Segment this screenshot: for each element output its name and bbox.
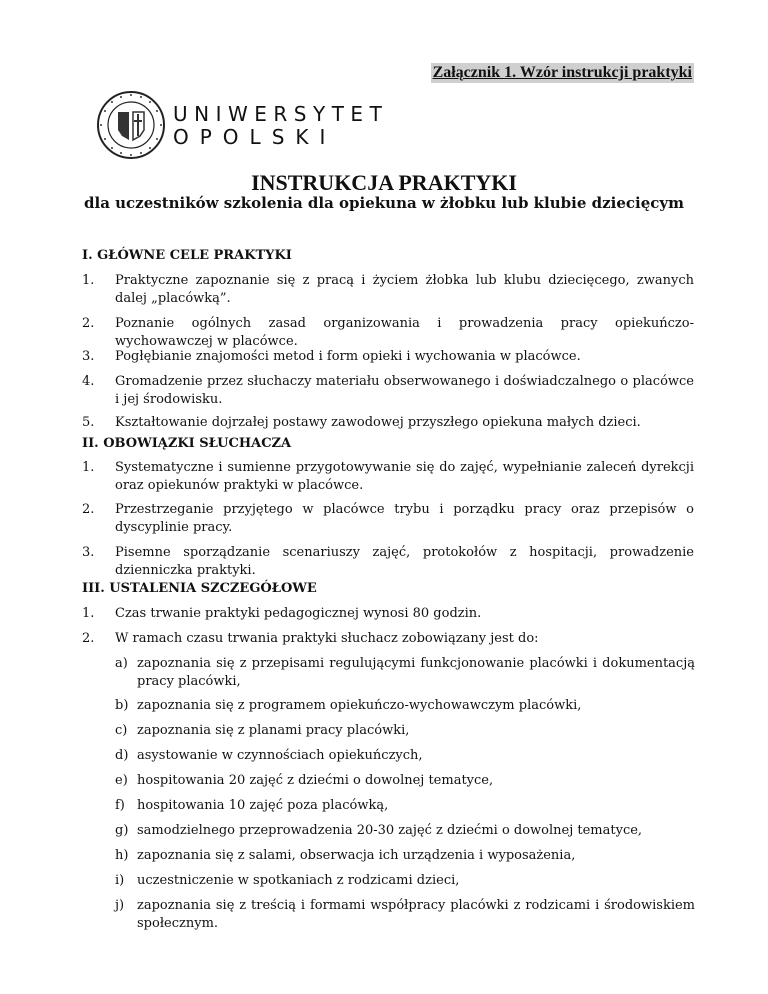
logo-line-2: OPOLSKI: [173, 125, 337, 149]
item-number: 4.: [82, 374, 95, 389]
sub-item-letter: j): [115, 898, 125, 913]
university-seal-icon: [96, 90, 166, 160]
sub-item-letter: d): [115, 748, 129, 763]
sub-item-text: hospitowania 10 zajęć poza placówką,: [137, 798, 389, 813]
document-subtitle: dla uczestników szkolenia dla opiekuna w żłobku lub klubie dziecięcym: [84, 194, 684, 212]
item-text: Przestrzeganie przyjętego w placówce trybu i porządku pracy oraz przepisów o dyscyplinie pracy.: [115, 502, 694, 535]
sub-item-text: zapoznania się z programem opiekuńczo-wychowawczym placówki,: [137, 698, 582, 713]
item-text: Kształtowanie dojrzałej postawy zawodowej przyszłego opiekuna małych dzieci.: [115, 415, 641, 430]
sub-item-text: hospitowania 20 zajęć z dziećmi o dowolnej tematyce,: [137, 773, 494, 788]
section-heading: II. OBOWIĄZKI SŁUCHACZA: [82, 436, 292, 451]
sub-item-text: zapoznania się z salami, obserwacja ich urządzenia i wyposażenia,: [137, 848, 576, 863]
item-number: 2.: [82, 631, 95, 646]
sub-item-letter: a): [115, 656, 128, 671]
item-text: Systematyczne i sumienne przygotowywanie się do zajęć, wypełnianie zaleceń dyrekcji oraz opiekunów praktyki w placówce.: [115, 460, 694, 493]
sub-item-text: zapoznania się z przepisami regulującymi funkcjonowanie placówki i dokumentacją pracy placówki,: [137, 656, 695, 689]
section-heading: I. GŁÓWNE CELE PRAKTYKI: [82, 248, 292, 263]
sub-item-text: uczestniczenie w spotkaniach z rodzicami dzieci,: [137, 873, 460, 888]
sub-item-letter: c): [115, 723, 128, 738]
annex-label: Załącznik 1. Wzór instrukcji praktyki: [432, 64, 692, 81]
item-text: Pisemne sporządzanie scenariuszy zajęć, protokołów z hospitacji, prowadzenie dzienniczka praktyki.: [115, 545, 694, 578]
sub-item-letter: f): [115, 798, 125, 813]
item-text: Czas trwanie praktyki pedagogicznej wynosi 80 godzin.: [115, 606, 482, 621]
item-number: 1.: [82, 273, 95, 288]
item-text: Pogłębianie znajomości metod i form opieki i wychowania w placówce.: [115, 349, 581, 364]
item-number: 2.: [82, 316, 95, 331]
sub-item-letter: i): [115, 873, 125, 888]
item-number: 3.: [82, 545, 95, 560]
item-number: 2.: [82, 502, 95, 517]
item-number: 1.: [82, 460, 95, 475]
sub-item-text: zapoznania się z planami pracy placówki,: [137, 723, 410, 738]
item-text: Poznanie ogólnych zasad organizowania i prowadzenia pracy opiekuńczo-wychowawczej w placówce.: [115, 316, 694, 349]
sub-item-letter: h): [115, 848, 129, 863]
sub-item-text: samodzielnego przeprowadzenia 20-30 zajęć z dziećmi o dowolnej tematyce,: [137, 823, 643, 838]
item-number: 5.: [82, 415, 95, 430]
document-title: INSTRUKCJA PRAKTYKI: [251, 170, 517, 195]
sub-item-letter: g): [115, 823, 129, 838]
item-number: 1.: [82, 606, 95, 621]
sub-item-letter: b): [115, 698, 129, 713]
item-text: Gromadzenie przez słuchaczy materiału obserwowanego i doświadczalnego o placówce i jej środowisku.: [115, 374, 694, 407]
item-text: Praktyczne zapoznanie się z pracą i życiem żłobka lub klubu dziecięcego, zwanych dalej „placówką”.: [115, 273, 694, 306]
sub-item-letter: e): [115, 773, 128, 788]
university-logo: [96, 90, 389, 160]
logo-line-1: UNIWERSYTET: [173, 102, 389, 126]
sub-item-text: asystowanie w czynnościach opiekuńczych,: [137, 748, 423, 763]
sub-item-text: zapoznania się z treścią i formami współpracy placówki z rodzicami i środowiskiem społecznym.: [137, 898, 695, 931]
item-text: W ramach czasu trwania praktyki słuchacz zobowiązany jest do:: [115, 631, 539, 646]
item-number: 3.: [82, 349, 95, 364]
section-heading: III. USTALENIA SZCZEGÓŁOWE: [82, 581, 317, 596]
